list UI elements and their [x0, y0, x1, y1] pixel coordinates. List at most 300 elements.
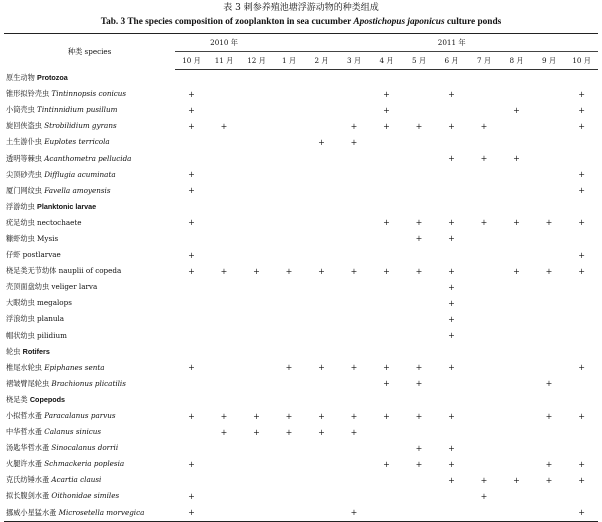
empty-cell — [305, 86, 338, 102]
month-header: 11 月 — [208, 52, 241, 70]
presence-mark: + — [578, 218, 585, 228]
empty-cell — [403, 183, 436, 199]
empty-cell — [533, 183, 566, 199]
species-name-cn: 小筒壳虫 — [6, 105, 38, 115]
presence-mark: + — [415, 121, 423, 131]
empty-cell — [273, 344, 306, 360]
empty-cell — [500, 344, 533, 360]
empty-cell — [208, 472, 241, 488]
table-row — [4, 505, 598, 522]
empty-cell — [565, 344, 598, 360]
presence-mark: + — [188, 218, 195, 228]
empty-cell — [565, 424, 598, 440]
year-2011-header: 2011 年 — [305, 34, 598, 52]
species-name-cn: 大眼幼虫 — [6, 298, 38, 308]
group-label-en: Copepods — [29, 394, 65, 404]
empty-cell — [273, 70, 306, 87]
empty-cell — [208, 360, 241, 376]
empty-cell — [370, 328, 403, 344]
empty-cell — [273, 328, 306, 344]
empty-cell — [533, 231, 566, 247]
empty-cell — [468, 279, 501, 295]
empty-cell — [338, 344, 371, 360]
species-name-english: postlarvae — [22, 250, 61, 260]
species-name-cn: 克氏纺锤水蚤 — [6, 475, 52, 485]
empty-cell — [468, 456, 501, 472]
presence-mark: + — [415, 218, 423, 228]
empty-cell — [338, 311, 371, 327]
species-name — [4, 440, 175, 456]
empty-cell — [208, 134, 241, 150]
presence-mark: + — [578, 459, 585, 469]
empty-cell — [468, 231, 501, 247]
presence-mark: + — [383, 411, 390, 421]
empty-cell — [468, 311, 501, 327]
empty-cell — [500, 328, 533, 344]
presence-mark: + — [188, 89, 195, 99]
empty-cell — [533, 328, 566, 344]
empty-cell — [468, 199, 501, 215]
empty-cell — [468, 295, 501, 311]
species-name — [4, 360, 175, 376]
species-column-header: 种类 species — [4, 34, 175, 70]
empty-cell — [240, 295, 273, 311]
empty-cell — [208, 279, 241, 295]
presence-mark: + — [253, 411, 260, 421]
presence-mark: + — [448, 459, 455, 469]
presence-mark: + — [448, 475, 455, 485]
empty-cell — [533, 102, 566, 118]
species-name-cn: 仔虾 — [6, 250, 23, 260]
empty-cell — [305, 505, 338, 522]
presence-mark: + — [188, 411, 195, 421]
empty-cell — [468, 183, 501, 199]
month-header: 6 月 — [435, 52, 468, 70]
presence-mark: + — [383, 459, 390, 469]
empty-cell — [240, 279, 273, 295]
group-label — [4, 199, 175, 215]
presence-mark: + — [415, 411, 423, 421]
empty-cell — [500, 408, 533, 424]
empty-cell — [533, 505, 566, 522]
presence-mark: + — [350, 121, 358, 131]
presence-mark: + — [578, 475, 585, 485]
empty-cell — [338, 279, 371, 295]
empty-cell — [305, 247, 338, 263]
species-name-cn: 浮浪幼虫 — [6, 314, 38, 324]
species-name — [4, 472, 175, 488]
empty-cell — [240, 183, 273, 199]
species-name — [4, 167, 175, 183]
presence-mark: + — [188, 105, 195, 115]
empty-cell — [305, 102, 338, 118]
presence-mark: + — [318, 137, 325, 147]
species-name-cn: 火腿许水蚤 — [6, 459, 45, 469]
empty-cell — [338, 102, 371, 118]
caption-english-italic: Apostichopus japonicus — [353, 17, 445, 27]
empty-cell — [370, 505, 403, 522]
presence-mark: + — [545, 475, 553, 485]
empty-cell — [500, 392, 533, 408]
empty-cell — [370, 183, 403, 199]
empty-cell — [305, 167, 338, 183]
table-row — [4, 456, 598, 472]
species-name-cn: 拟长腹剑水蚤 — [6, 491, 52, 501]
presence-mark: + — [448, 282, 455, 292]
empty-cell — [435, 199, 468, 215]
empty-cell — [468, 440, 501, 456]
empty-cell — [305, 279, 338, 295]
empty-cell — [305, 376, 338, 392]
group-label — [4, 344, 175, 360]
table-row — [4, 134, 598, 150]
species-name-cn: 糠虾幼虫 — [6, 233, 38, 243]
species-name-scientific: Epiphanes senta — [44, 362, 105, 372]
year-2010-header: 2010 年 — [175, 34, 273, 52]
presence-mark: + — [175, 505, 208, 522]
empty-cell — [240, 505, 273, 522]
empty-cell — [240, 199, 273, 215]
species-name-cn: 桡足类无节幼体 — [6, 266, 59, 276]
empty-cell — [565, 231, 598, 247]
empty-cell — [240, 150, 273, 166]
empty-cell — [338, 231, 371, 247]
empty-cell — [533, 311, 566, 327]
species-name — [4, 102, 175, 118]
presence-mark: + — [350, 427, 358, 437]
empty-cell — [370, 295, 403, 311]
empty-cell — [208, 328, 241, 344]
empty-cell — [208, 199, 241, 215]
species-name-cn: 挪威小星猛水蚤 — [6, 507, 59, 517]
presence-mark: + — [448, 234, 455, 244]
table-row — [4, 86, 598, 102]
empty-cell — [565, 150, 598, 166]
empty-cell — [273, 86, 306, 102]
species-name-cn: 小拟哲水蚤 — [6, 411, 45, 421]
presence-mark: + — [220, 266, 228, 276]
empty-cell — [370, 134, 403, 150]
empty-cell — [175, 328, 208, 344]
empty-cell — [175, 440, 208, 456]
presence-mark: + — [545, 218, 553, 228]
empty-cell — [435, 70, 468, 87]
empty-cell — [338, 183, 371, 199]
empty-cell — [435, 102, 468, 118]
empty-cell — [468, 505, 501, 522]
table-row — [4, 150, 598, 166]
group-label — [4, 70, 175, 87]
empty-cell — [208, 376, 241, 392]
empty-cell — [240, 344, 273, 360]
species-name-scientific: Acanthometra pellucida — [44, 153, 132, 163]
empty-cell — [208, 344, 241, 360]
empty-cell — [240, 311, 273, 327]
species-name-english: megalops — [37, 298, 72, 308]
empty-cell — [273, 102, 306, 118]
species-name — [4, 231, 175, 247]
empty-cell — [273, 231, 306, 247]
presence-mark: + — [253, 266, 260, 276]
presence-mark: + — [545, 459, 553, 469]
empty-cell — [175, 311, 208, 327]
species-name — [4, 505, 175, 522]
empty-cell — [533, 360, 566, 376]
species-table — [4, 33, 598, 522]
empty-cell — [435, 247, 468, 263]
empty-cell — [500, 247, 533, 263]
presence-mark: + — [448, 298, 455, 308]
presence-mark: + — [513, 475, 520, 485]
month-header: 9 月 — [533, 52, 566, 70]
empty-cell — [565, 311, 598, 327]
presence-mark: + — [480, 491, 488, 501]
empty-cell — [500, 70, 533, 87]
empty-cell — [403, 279, 436, 295]
species-name — [4, 118, 175, 134]
empty-cell — [273, 456, 306, 472]
empty-cell — [273, 167, 306, 183]
empty-cell — [273, 376, 306, 392]
group-label-cn: 桡足类 — [6, 394, 30, 404]
empty-cell — [500, 488, 533, 504]
group-label-en: Rotifers — [22, 346, 50, 356]
presence-mark: + — [188, 250, 195, 260]
empty-cell — [240, 215, 273, 231]
month-header: 4 月 — [370, 52, 403, 70]
presence-mark: + — [285, 266, 293, 276]
empty-cell — [370, 247, 403, 263]
empty-cell — [338, 472, 371, 488]
presence-mark: + — [220, 411, 228, 421]
empty-cell — [435, 488, 468, 504]
species-name-cn: 旋回侠盗虫 — [6, 121, 45, 131]
table-row — [4, 472, 598, 488]
empty-cell — [273, 279, 306, 295]
empty-cell — [240, 488, 273, 504]
presence-mark: + — [448, 331, 455, 341]
empty-cell — [468, 376, 501, 392]
empty-cell — [240, 360, 273, 376]
empty-cell — [305, 488, 338, 504]
species-name-scientific: Difflugia acuminata — [44, 169, 116, 179]
empty-cell — [468, 167, 501, 183]
empty-cell — [208, 392, 241, 408]
empty-cell — [175, 472, 208, 488]
presence-mark: + — [188, 491, 195, 501]
presence-mark: + — [383, 89, 390, 99]
empty-cell — [338, 328, 371, 344]
empty-cell — [240, 231, 273, 247]
species-name — [4, 279, 175, 295]
presence-mark: + — [383, 363, 390, 373]
empty-cell — [338, 440, 371, 456]
table-row — [4, 167, 598, 183]
empty-cell — [305, 199, 338, 215]
empty-cell — [403, 311, 436, 327]
empty-cell — [208, 247, 241, 263]
empty-cell — [240, 376, 273, 392]
empty-cell — [175, 376, 208, 392]
empty-cell — [565, 134, 598, 150]
presence-mark: + — [480, 218, 488, 228]
empty-cell — [435, 134, 468, 150]
empty-cell — [533, 344, 566, 360]
presence-mark: + — [448, 314, 455, 324]
month-header: 7 月 — [468, 52, 501, 70]
empty-cell — [305, 311, 338, 327]
presence-mark: + — [188, 186, 195, 196]
empty-cell — [338, 488, 371, 504]
table-row — [4, 118, 598, 134]
presence-mark: + — [383, 218, 390, 228]
presence-mark: + — [188, 266, 195, 276]
group-row — [4, 199, 598, 215]
species-name-cn: 壳顶面盘幼虫 — [6, 282, 52, 292]
empty-cell — [175, 150, 208, 166]
species-name-scientific: Tintinnopsis conicus — [51, 89, 127, 99]
presence-mark: + — [448, 443, 455, 453]
caption-english — [0, 16, 602, 28]
table-row — [4, 328, 598, 344]
presence-mark: + — [350, 411, 358, 421]
species-name-cn: 椎尾水轮虫 — [6, 362, 45, 372]
empty-cell — [370, 167, 403, 183]
empty-cell — [273, 295, 306, 311]
empty-cell — [500, 231, 533, 247]
empty-cell — [565, 295, 598, 311]
caption-english-suffix: culture ponds — [444, 17, 502, 27]
group-label-en: Protozoa — [37, 72, 68, 82]
empty-cell — [175, 134, 208, 150]
empty-cell — [468, 424, 501, 440]
species-name — [4, 328, 175, 344]
empty-cell — [500, 86, 533, 102]
presence-mark: + — [253, 427, 260, 437]
empty-cell — [403, 102, 436, 118]
presence-mark: + — [448, 89, 455, 99]
empty-cell — [273, 183, 306, 199]
empty-cell — [533, 392, 566, 408]
table-row — [4, 440, 598, 456]
empty-cell — [208, 505, 241, 522]
empty-cell — [305, 215, 338, 231]
empty-cell — [208, 488, 241, 504]
empty-cell — [370, 279, 403, 295]
empty-cell — [533, 424, 566, 440]
empty-cell — [403, 344, 436, 360]
empty-cell — [240, 118, 273, 134]
empty-cell — [240, 70, 273, 87]
species-name-english: nauplii of copeda — [58, 266, 122, 276]
species-name-cn: 透明等棘虫 — [6, 153, 45, 163]
species-name-scientific: Calanus sinicus — [44, 427, 102, 437]
empty-cell — [305, 392, 338, 408]
empty-cell — [338, 150, 371, 166]
empty-cell — [468, 408, 501, 424]
presence-mark: + — [545, 411, 553, 421]
empty-cell — [435, 167, 468, 183]
table-row — [4, 376, 598, 392]
empty-cell — [370, 344, 403, 360]
empty-cell — [500, 505, 533, 522]
presence-mark: + — [350, 266, 358, 276]
presence-mark: + — [383, 266, 390, 276]
empty-cell — [500, 440, 533, 456]
empty-cell — [468, 86, 501, 102]
empty-cell — [208, 70, 241, 87]
table-row — [4, 424, 598, 440]
species-name-scientific: Euplotes terricola — [44, 137, 110, 147]
empty-cell — [175, 231, 208, 247]
table-row — [4, 408, 598, 424]
species-name — [4, 456, 175, 472]
empty-cell — [338, 199, 371, 215]
empty-cell — [565, 392, 598, 408]
empty-cell — [208, 167, 241, 183]
empty-cell — [370, 488, 403, 504]
empty-cell — [305, 231, 338, 247]
empty-cell — [305, 472, 338, 488]
empty-cell — [240, 167, 273, 183]
empty-cell — [305, 440, 338, 456]
empty-cell — [305, 70, 338, 87]
month-header: 10 月 — [175, 52, 208, 70]
empty-cell — [500, 167, 533, 183]
empty-cell — [305, 118, 338, 134]
species-name-cn: 褶皱臂尾轮虫 — [6, 378, 52, 388]
empty-cell — [273, 199, 306, 215]
presence-mark: + — [578, 121, 585, 131]
species-name-scientific: Strobilidium gyrans — [44, 121, 117, 131]
group-label-cn: 轮虫 — [6, 346, 23, 356]
empty-cell — [435, 505, 468, 522]
empty-cell — [273, 505, 306, 522]
presence-mark: + — [415, 266, 423, 276]
presence-mark: + — [383, 121, 390, 131]
empty-cell — [468, 102, 501, 118]
month-header: 8 月 — [500, 52, 533, 70]
empty-cell — [273, 118, 306, 134]
empty-cell — [273, 392, 306, 408]
species-name — [4, 183, 175, 199]
presence-mark: + — [318, 266, 325, 276]
empty-cell — [305, 183, 338, 199]
presence-mark: + — [220, 121, 228, 131]
empty-cell — [273, 215, 306, 231]
presence-mark: + — [578, 411, 585, 421]
empty-cell — [273, 440, 306, 456]
presence-mark: + — [480, 154, 488, 164]
empty-cell — [240, 472, 273, 488]
empty-cell — [370, 231, 403, 247]
table-row — [4, 279, 598, 295]
empty-cell — [208, 311, 241, 327]
presence-mark: + — [545, 379, 553, 389]
empty-cell — [370, 70, 403, 87]
empty-cell — [468, 134, 501, 150]
presence-mark: + — [513, 105, 520, 115]
presence-mark: + — [415, 459, 423, 469]
species-name-scientific: Microsetella morvegica — [58, 507, 145, 517]
empty-cell — [273, 472, 306, 488]
table-row — [4, 360, 598, 376]
presence-mark: + — [188, 121, 195, 131]
empty-cell — [240, 102, 273, 118]
group-row — [4, 344, 598, 360]
empty-cell — [403, 199, 436, 215]
empty-cell — [500, 424, 533, 440]
